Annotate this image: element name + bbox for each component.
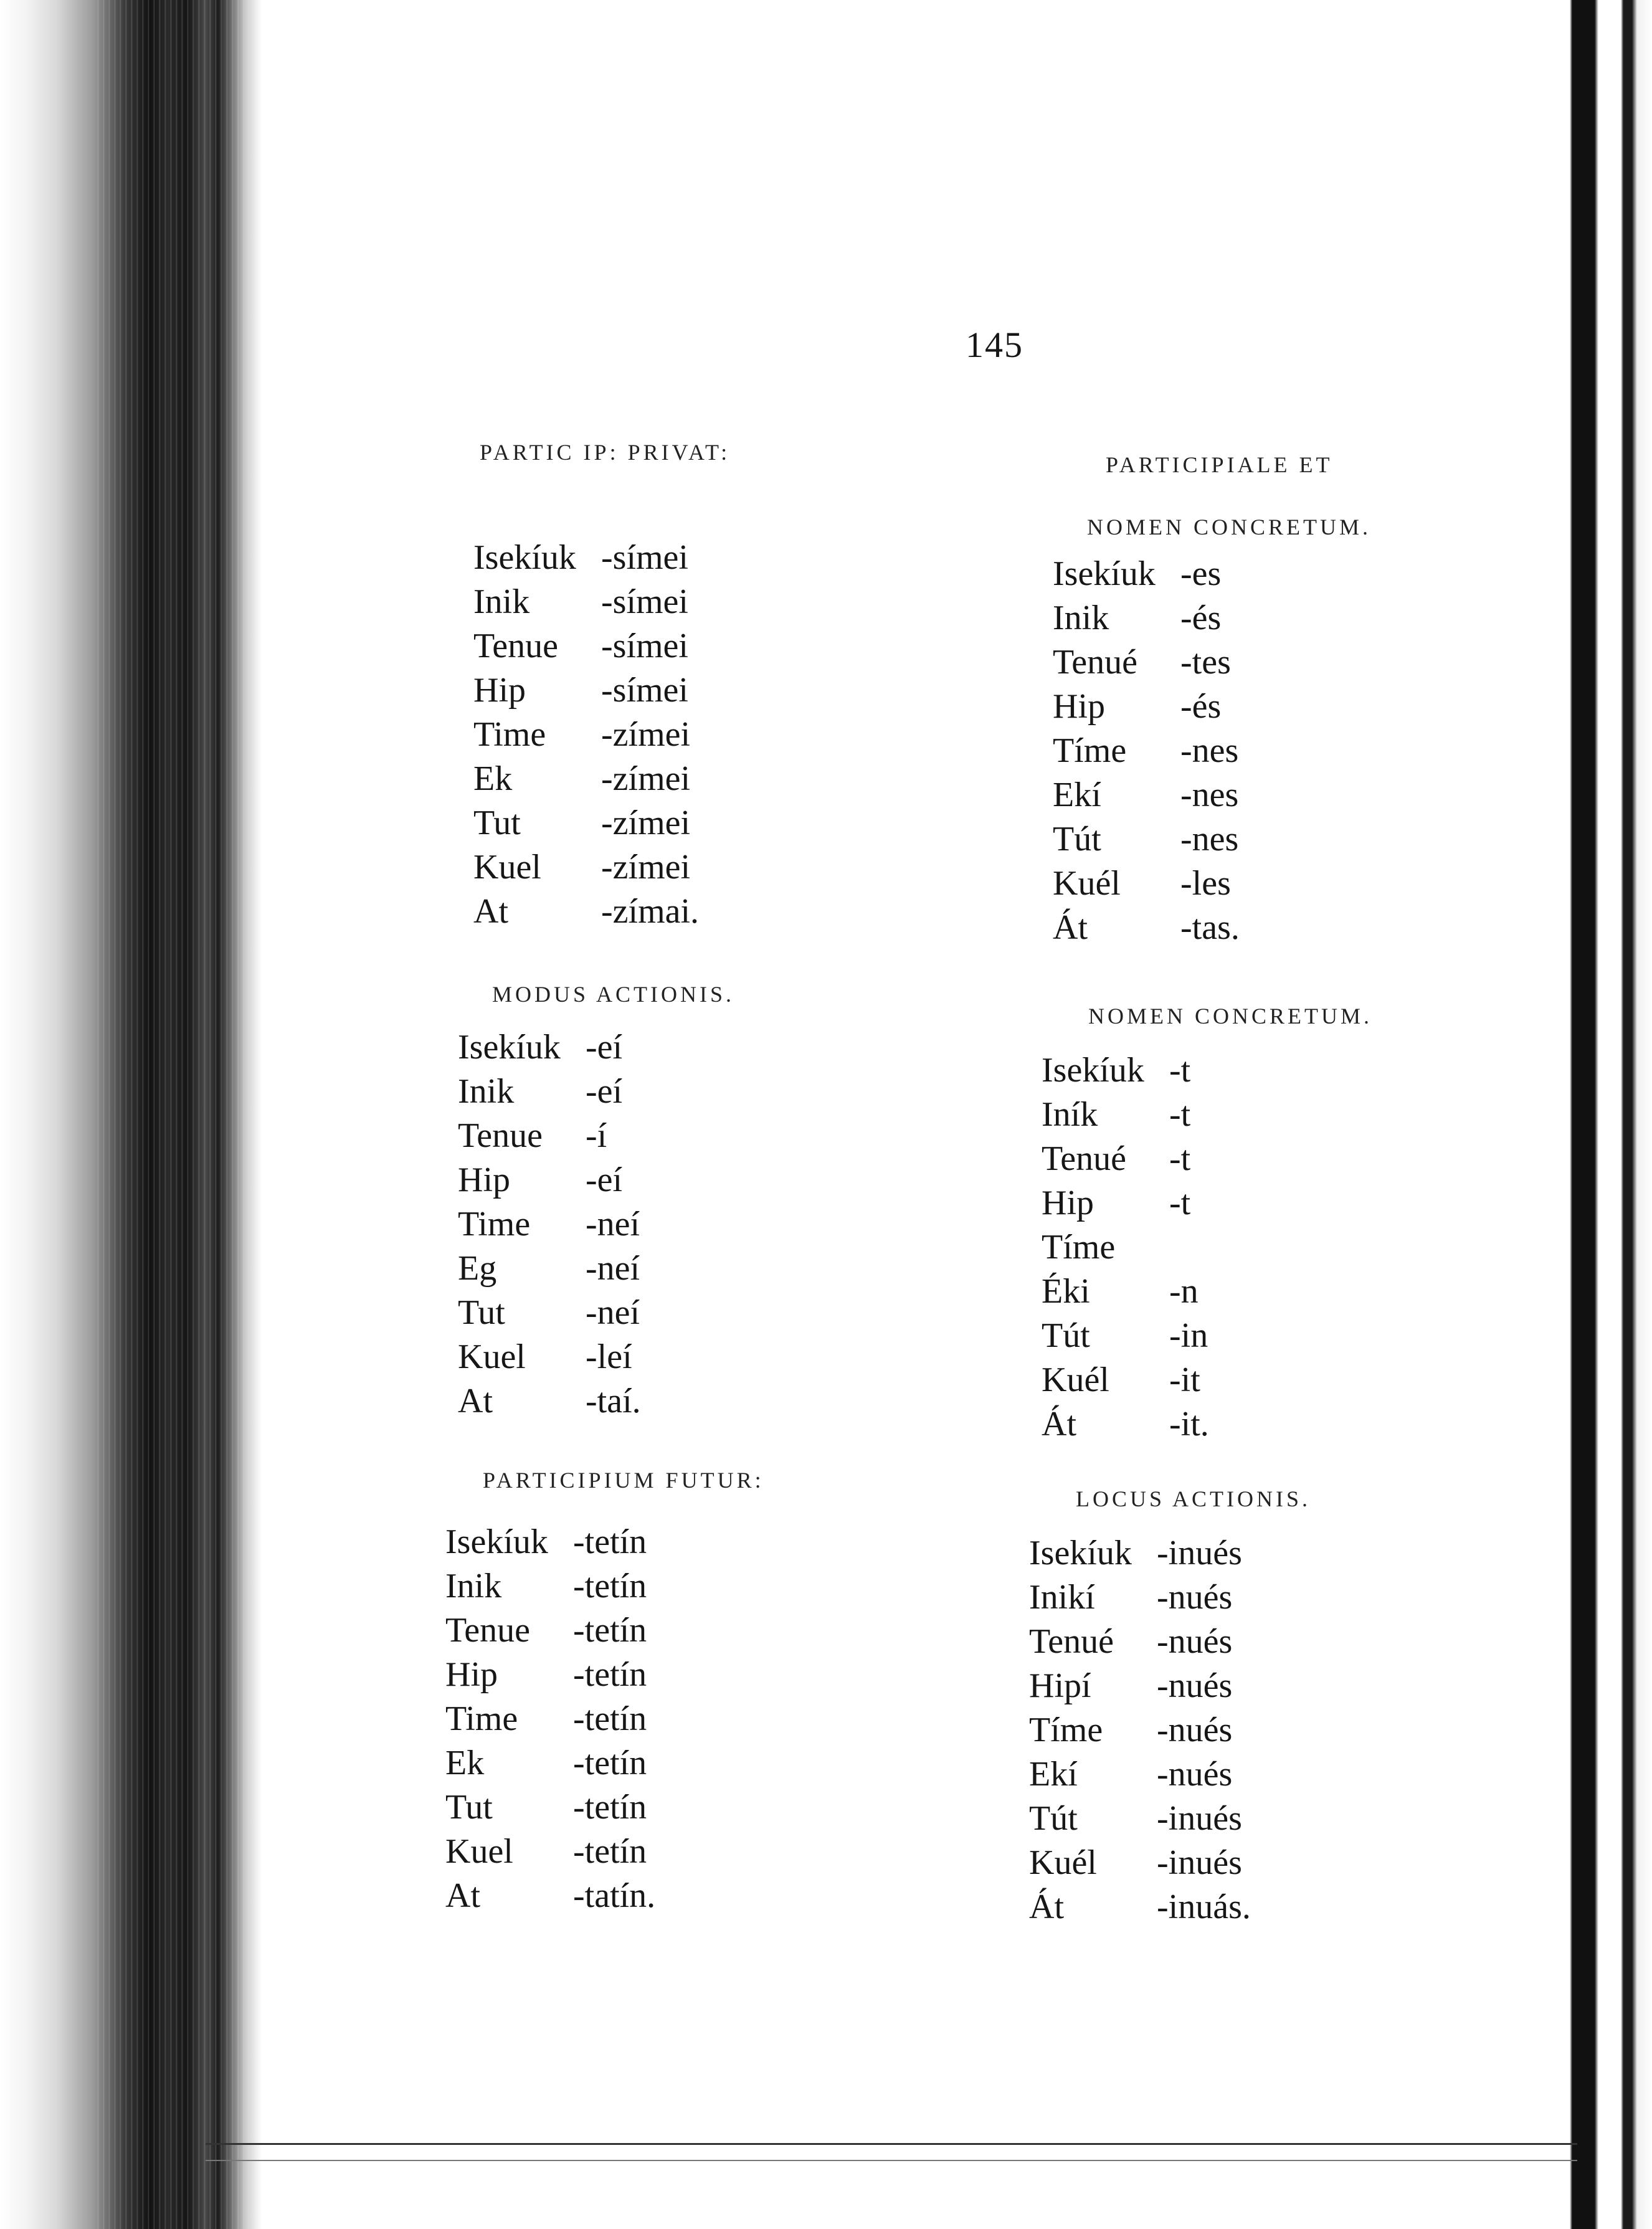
form-list <box>1029 1531 1311 1929</box>
stem: Ekí <box>1053 775 1101 814</box>
form-row <box>445 1652 764 1696</box>
form-row <box>1053 905 1371 949</box>
next-page-edge <box>1559 0 1652 2229</box>
ending: -in <box>1169 1316 1208 1355</box>
ending: -tetín <box>573 1522 647 1561</box>
stem: Isekíuk <box>1029 1533 1132 1572</box>
ending: -zímei <box>601 759 691 798</box>
form-row <box>458 1025 734 1069</box>
form-list <box>445 1519 764 1918</box>
form-row <box>1053 817 1371 861</box>
form-row <box>445 1785 764 1829</box>
ending: -nués <box>1157 1710 1233 1749</box>
stem: Hip <box>445 1655 498 1694</box>
ending: -inuás. <box>1157 1887 1251 1926</box>
form-row <box>458 1157 734 1202</box>
form-row <box>1029 1708 1311 1752</box>
ending: -t <box>1169 1139 1191 1178</box>
ending: -tetín <box>573 1610 647 1650</box>
section-locus-actionis <box>1029 1486 1311 1929</box>
form-row <box>445 1741 764 1785</box>
stem: Inik <box>458 1072 515 1111</box>
stem: Tut <box>458 1293 505 1332</box>
stem: Isekíuk <box>458 1027 561 1067</box>
form-row <box>473 845 730 889</box>
form-row <box>1053 596 1371 640</box>
page-bottom-edge <box>206 2143 1577 2161</box>
ending: -eí <box>586 1160 623 1199</box>
ending: -tetín <box>573 1787 647 1827</box>
stem: At <box>473 891 508 931</box>
stem: Kuel <box>445 1832 513 1871</box>
stem: Tut <box>445 1787 493 1827</box>
ending: -leí <box>586 1337 632 1376</box>
ending: -tas. <box>1180 908 1240 947</box>
stem: Hip <box>458 1160 510 1199</box>
stem: Tút <box>1029 1799 1078 1838</box>
ending: -tes <box>1180 642 1231 682</box>
stem: Inik <box>473 582 530 621</box>
stem: Kuél <box>1029 1843 1097 1882</box>
ending: -les <box>1180 863 1231 903</box>
section-participiale-et-nomen-concretum <box>1053 452 1371 949</box>
form-row <box>1042 1181 1372 1225</box>
stem: Kuel <box>458 1337 526 1376</box>
ending: -símei <box>601 670 688 710</box>
stem: Time <box>445 1699 518 1738</box>
form-row <box>1029 1575 1311 1619</box>
section-participium-futurum <box>445 1467 764 1918</box>
ending: -tetín <box>573 1699 647 1738</box>
stem: Eg <box>458 1248 497 1288</box>
ending: -nués <box>1157 1622 1233 1661</box>
stem: Tút <box>1053 819 1101 858</box>
ending: -tetín <box>573 1655 647 1694</box>
ending: -inués <box>1157 1799 1242 1838</box>
stem: Tenué <box>1053 642 1138 682</box>
form-row <box>473 535 730 579</box>
stem: Iník <box>1042 1095 1098 1134</box>
stem: Inik <box>1053 598 1109 637</box>
form-row <box>1029 1531 1311 1575</box>
form-row <box>458 1113 734 1157</box>
stem: Isekíuk <box>1053 554 1156 593</box>
form-row <box>1029 1840 1311 1884</box>
ending: -símei <box>601 538 688 577</box>
ending: -nués <box>1157 1666 1233 1705</box>
ending: -tetín <box>573 1566 647 1605</box>
form-list <box>473 535 730 933</box>
form-list <box>1042 1048 1372 1446</box>
form-row <box>1029 1884 1311 1929</box>
form-row <box>1053 640 1371 684</box>
form-row <box>473 756 730 801</box>
stem: Tenue <box>458 1116 543 1155</box>
section-heading: PARTICIPIALE ET <box>1106 452 1333 477</box>
section-nomen-concretum <box>1042 1003 1372 1446</box>
ending: -tetín <box>573 1832 647 1871</box>
stem: Hipí <box>1029 1666 1091 1705</box>
ending: -tatín. <box>573 1876 656 1915</box>
stem: Ek <box>473 759 513 798</box>
section-heading: LOCUS ACTIONIS. <box>1076 1486 1311 1511</box>
form-list <box>458 1025 734 1423</box>
form-row <box>1029 1663 1311 1708</box>
stem: Hip <box>1053 687 1105 726</box>
stem: Tenué <box>1029 1622 1114 1661</box>
form-row <box>458 1334 734 1379</box>
section-heading: PARTIC IP: PRIVAT: <box>480 440 731 465</box>
ending: -és <box>1180 687 1222 726</box>
form-row <box>1053 861 1371 905</box>
ending: -neí <box>586 1293 640 1332</box>
ending: -it <box>1169 1360 1200 1399</box>
ending: -nués <box>1157 1754 1233 1794</box>
ending: -neí <box>586 1204 640 1243</box>
ending: -inués <box>1157 1843 1242 1882</box>
form-row <box>1029 1619 1311 1663</box>
ending: -nes <box>1180 775 1239 814</box>
ending: -t <box>1169 1095 1191 1134</box>
form-row <box>1042 1269 1372 1313</box>
ending: -zímei <box>601 803 691 842</box>
ending: -nués <box>1157 1577 1233 1617</box>
ending: -n <box>1169 1271 1199 1311</box>
form-row <box>1042 1357 1372 1402</box>
page-stack-lines <box>93 0 249 2229</box>
ending: -símei <box>601 582 688 621</box>
ending: -nes <box>1180 731 1239 770</box>
form-row <box>1042 1225 1372 1269</box>
stem: Hip <box>1042 1183 1094 1222</box>
form-row <box>473 712 730 756</box>
stem: Kuél <box>1042 1360 1109 1399</box>
section-heading-continued: NOMEN CONCRETUM. <box>1087 515 1372 539</box>
stem: Ekí <box>1029 1754 1078 1794</box>
section-participium-privativum <box>473 439 730 933</box>
section-heading: MODUS ACTIONIS. <box>492 982 735 1007</box>
form-row <box>458 1379 734 1423</box>
stem: Tenue <box>473 626 559 665</box>
ending: -zímei <box>601 715 691 754</box>
section-modus-actionis <box>458 981 734 1423</box>
ending: -inués <box>1157 1533 1242 1572</box>
form-row <box>445 1519 764 1564</box>
stem: Time <box>458 1204 531 1243</box>
form-row <box>1042 1402 1372 1446</box>
stem: Time <box>473 715 546 754</box>
page-number: 145 <box>966 325 1023 365</box>
stem: Tenué <box>1042 1139 1127 1178</box>
form-row <box>458 1290 734 1334</box>
ending: -neí <box>586 1248 640 1288</box>
stem: At <box>445 1876 480 1915</box>
stem: Kuél <box>1053 863 1121 903</box>
stem: Át <box>1029 1887 1064 1926</box>
form-row <box>1053 551 1371 596</box>
stem: Inikí <box>1029 1577 1095 1617</box>
stem: Isekíuk <box>1042 1050 1144 1090</box>
ending: -t <box>1169 1050 1191 1090</box>
stem: Tíme <box>1042 1227 1116 1267</box>
ending: -nes <box>1180 819 1239 858</box>
form-row <box>445 1564 764 1608</box>
stem: At <box>458 1381 493 1420</box>
form-row <box>1042 1136 1372 1181</box>
stem: Isekíuk <box>445 1522 548 1561</box>
form-row <box>1053 684 1371 728</box>
stem: Tíme <box>1029 1710 1103 1749</box>
stem: Kuel <box>473 847 541 886</box>
ending: -zímai. <box>601 891 700 931</box>
ending: -t <box>1169 1183 1191 1222</box>
stem: Tíme <box>1053 731 1127 770</box>
stem: Tut <box>473 803 521 842</box>
stem: Tenue <box>445 1610 531 1650</box>
form-row <box>458 1246 734 1290</box>
stem: Éki <box>1042 1271 1090 1311</box>
stem: Át <box>1053 908 1088 947</box>
form-row <box>473 668 730 712</box>
ending: -tetín <box>573 1743 647 1782</box>
ending: -símei <box>601 626 688 665</box>
ending: -es <box>1180 554 1222 593</box>
form-row <box>473 801 730 845</box>
stem: Tút <box>1042 1316 1090 1355</box>
section-heading: NOMEN CONCRETUM. <box>1088 1004 1373 1029</box>
form-row <box>1042 1092 1372 1136</box>
form-row <box>1029 1796 1311 1840</box>
stem: Inik <box>445 1566 502 1605</box>
form-row <box>473 624 730 668</box>
ending: -í <box>586 1116 607 1155</box>
ending: -eí <box>586 1027 623 1067</box>
form-row <box>445 1696 764 1741</box>
form-row <box>473 579 730 624</box>
form-row <box>1053 772 1371 817</box>
form-row <box>1042 1048 1372 1092</box>
ending: -és <box>1180 598 1222 637</box>
stem: Hip <box>473 670 526 710</box>
form-row <box>458 1202 734 1246</box>
form-row <box>1029 1752 1311 1796</box>
form-row <box>445 1608 764 1652</box>
ending: -eí <box>586 1072 623 1111</box>
form-row <box>1053 728 1371 772</box>
form-list <box>1053 551 1371 949</box>
ending: -taí. <box>586 1381 641 1420</box>
form-row <box>445 1829 764 1873</box>
section-heading: PARTICIPIUM FUTUR: <box>483 1468 764 1493</box>
ending: -it. <box>1169 1404 1209 1443</box>
ending: -zímei <box>601 847 691 886</box>
form-row <box>458 1069 734 1113</box>
form-row <box>445 1873 764 1918</box>
stem: Ek <box>445 1743 485 1782</box>
stem: Át <box>1042 1404 1076 1443</box>
form-row <box>1042 1313 1372 1357</box>
stem: Isekíuk <box>473 538 576 577</box>
form-row <box>473 889 730 933</box>
